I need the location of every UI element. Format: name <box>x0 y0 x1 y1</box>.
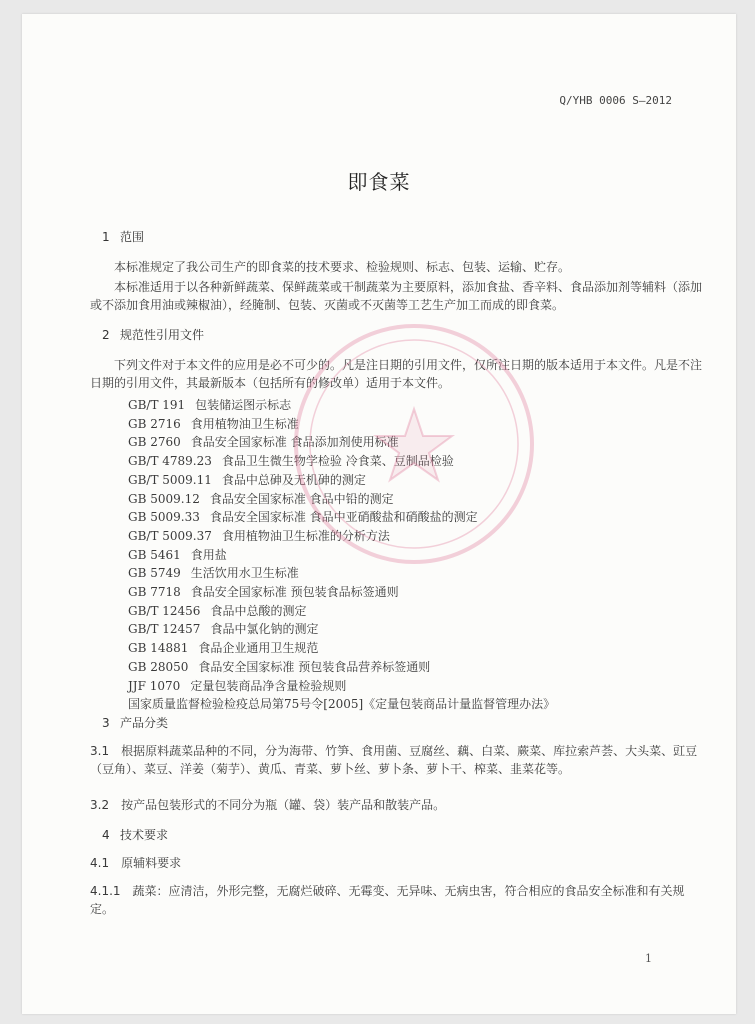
reference-item: GB 5461 食用盐 <box>128 547 227 562</box>
page-number: 1 <box>645 952 652 965</box>
reference-item: GB/T 191 包装储运图示标志 <box>128 398 292 412</box>
reference-item: GB 2760 食品安全国家标准 食品添加剂使用标准 <box>128 435 399 450</box>
section-4-heading: 4 技术要求 <box>102 828 169 842</box>
clause-3-1: 3.1 根据原料蔬菜品种的不同，分为海带、竹笋、食用菌、豆腐丝、藕、白菜、蕨菜、库拉索芦荟、大头菜、豇豆（豆角）、菜豆、洋姜（菊芋）、黄瓜、青菜、萝卜丝、萝卜条、萝卜干、榨菜、韭菜花等。 <box>90 744 698 776</box>
section-3-heading: 3 产品分类 <box>102 716 169 730</box>
clause-4-1-heading: 4.1 原辅料要求 <box>90 856 182 870</box>
section-1-heading: 1 范围 <box>102 230 145 244</box>
reference-item: GB 5749 生活饮用水卫生标准 <box>128 566 299 581</box>
reference-item: GB 2716 食用植物油卫生标准 <box>128 416 299 431</box>
reference-item: JJF 1070 定量包装商品净含量检验规则 <box>128 678 347 693</box>
reference-item: GB 5009.12 食品安全国家标准 食品中铅的测定 <box>128 491 394 506</box>
reference-item: GB/T 12456 食品中总酸的测定 <box>128 603 307 618</box>
reference-item: GB/T 5009.37 食用植物油卫生标准的分析方法 <box>128 528 390 543</box>
reference-item: GB 5009.33 食品安全国家标准 食品中亚硝酸盐和硝酸盐的测定 <box>128 510 478 525</box>
reference-item: GB 7718 食品安全国家标准 预包装食品标签通则 <box>128 585 399 600</box>
reference-item: GB 28050 食品安全国家标准 预包装食品营养标签通则 <box>128 659 431 674</box>
normative-references-list <box>128 396 555 714</box>
reference-item: GB/T 12457 食品中氯化钠的测定 <box>128 622 319 637</box>
reference-item: GB/T 4789.23 食品卫生微生物学检验 冷食菜、豆制品检验 <box>128 454 454 469</box>
document-page <box>22 14 736 1014</box>
section-1-paragraph-1: 本标准规定了我公司生产的即食菜的技术要求、检验规则、标志、包装、运输、贮存。 <box>114 260 571 274</box>
reference-item: 国家质量监督检验检疫总局第75号令[2005]《定量包装商品计量监督管理办法》 <box>128 697 556 712</box>
section-2-intro: 下列文件对于本文件的应用是必不可少的。凡是注日期的引用文件，仅所注日期的版本适用于本文件。凡是不注日期的引用文件，其最新版本（包括所有的修改单）适用于本文件。 <box>90 358 703 390</box>
reference-item: GB 14881 食品企业通用卫生规范 <box>128 641 319 656</box>
section-1-paragraph-2: 本标准适用于以各种新鲜蔬菜、保鲜蔬菜或干制蔬菜为主要原料，添加食盐、香辛料、食品添加剂等辅料（添加或不添加食用油或辣椒油），经腌制、包装、灭菌或不灭菌等工艺生产加工而成的即食菜。 <box>90 280 703 312</box>
section-2-heading: 2 规范性引用文件 <box>102 328 205 342</box>
clause-3-2: 3.2 按产品包装形式的不同分为瓶（罐、袋）装产品和散装产品。 <box>90 798 446 812</box>
standard-code: Q/YHB 0006 S—2012 <box>559 94 672 107</box>
document-title: 即食菜 <box>347 170 411 194</box>
clause-4-1-1: 4.1.1 蔬菜：应清洁，外形完整，无腐烂破碎、无霉变、无异味、无病虫害，符合相应的食品安全标准和有关规定。 <box>90 884 685 916</box>
reference-item: GB/T 5009.11 食品中总砷及无机砷的测定 <box>128 472 366 487</box>
